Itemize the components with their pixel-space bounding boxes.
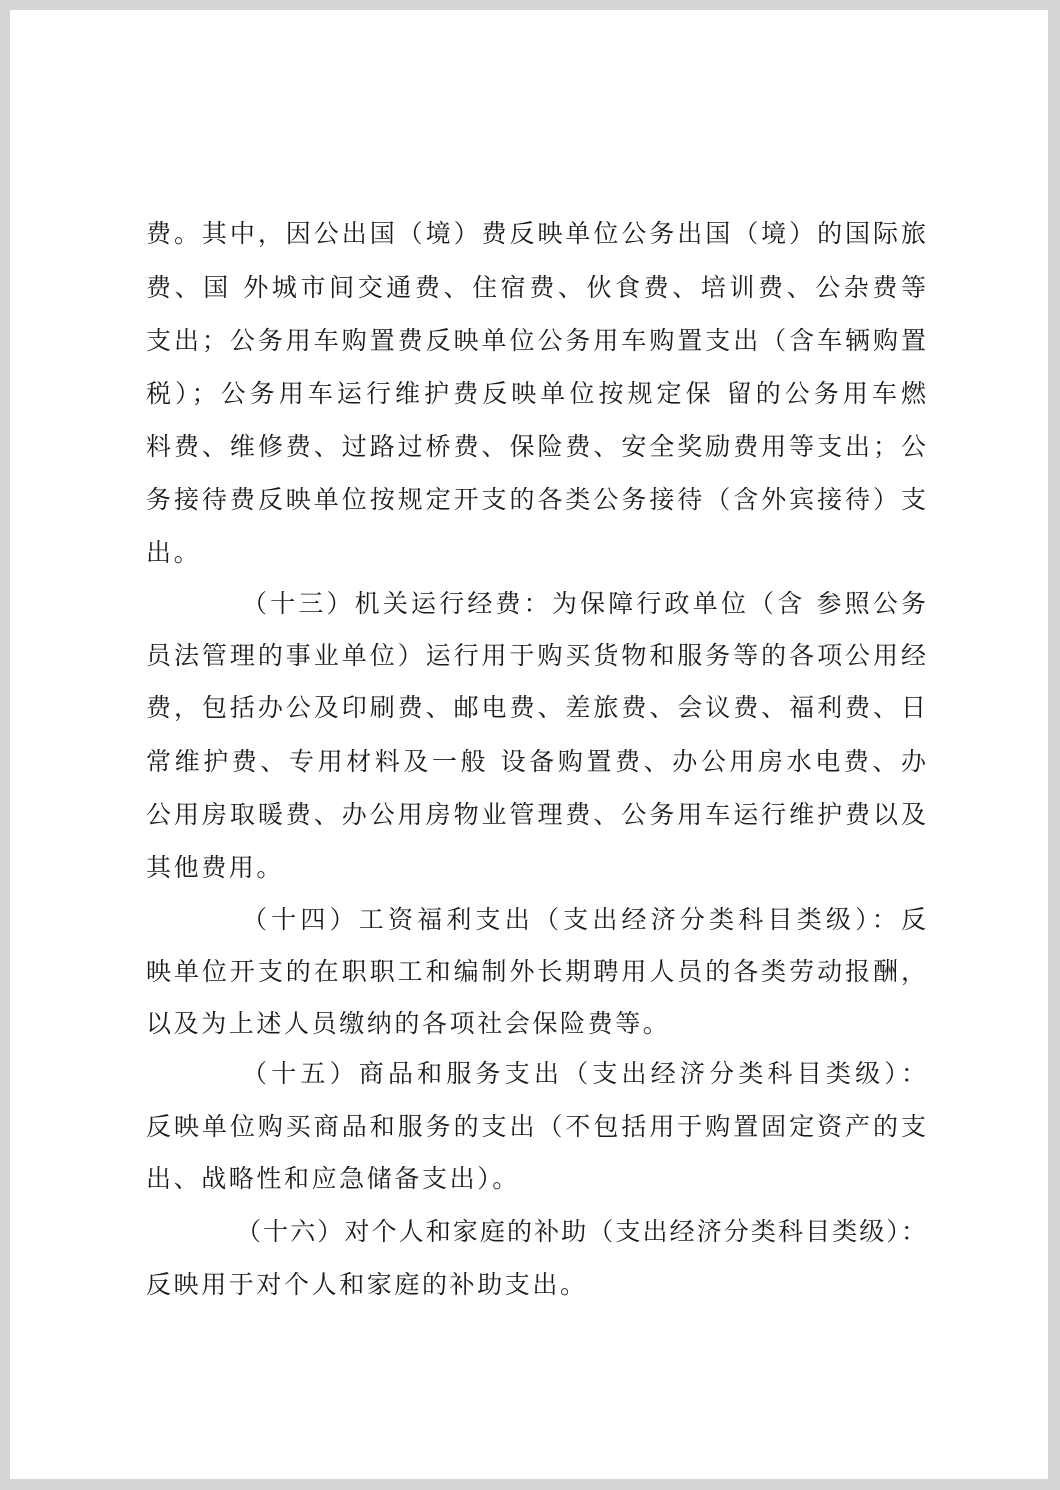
paragraph-heading-14: （十四）工资福利支出（支出经济分类科目类级）：反	[242, 905, 926, 934]
text-line: 务接待费反映单位按规定开支的各类公务接待（含外宾接待）支	[146, 485, 926, 514]
text-line: 公用房取暖费、办公用房物业管理费、公务用车运行维护费以及	[146, 800, 926, 829]
text-line: 以及为上述人员缴纳的各项社会保险费等。	[146, 1009, 671, 1038]
document-page	[10, 10, 1048, 1479]
text-line: 费、国 外城市间交通费、住宿费、伙食费、培训费、公杂费等	[146, 273, 926, 302]
text-line: 费，包括办公及印刷费、邮电费、差旅费、会议费、福利费、日	[146, 693, 926, 722]
text-line: 出。	[146, 538, 202, 567]
text-line: 费。其中，因公出国（境）费反映单位公务出国（境）的国际旅	[146, 219, 926, 248]
paragraph-heading-13: （十三）机关运行经费：为保障行政单位（含 参照公务	[242, 589, 926, 618]
paragraph-heading-16: （十六）对个人和家庭的补助（支出经济分类科目类级）：	[236, 1217, 926, 1246]
text-line: 常维护费、专用材料及一般 设备购置费、办公用房水电费、办	[146, 747, 926, 776]
text-line: 反映用于对个人和家庭的补助支出。	[146, 1270, 588, 1299]
text-line: 料费、维修费、过路过桥费、保险费、安全奖励费用等支出；公	[146, 432, 926, 461]
text-line: 其他费用。	[146, 853, 285, 882]
text-line: 员法管理的事业单位）运行用于购买货物和服务等的各项公用经	[146, 641, 926, 670]
text-line: 反映单位购买商品和服务的支出（不包括用于购置固定资产的支	[146, 1112, 926, 1141]
text-line: 税）；公务用车运行维护费反映单位按规定保 留的公务用车燃	[146, 379, 926, 408]
text-line: 映单位开支的在职职工和编制外长期聘用人员的各类劳动报酬，	[146, 957, 926, 986]
text-line: 出、战略性和应急储备支出）。	[146, 1164, 520, 1193]
text-line: 支出；公务用车购置费反映单位公务用车购置支出（含车辆购置	[146, 326, 926, 355]
paragraph-heading-15: （十五）商品和服务支出（支出经济分类科目类级）：	[242, 1059, 926, 1088]
